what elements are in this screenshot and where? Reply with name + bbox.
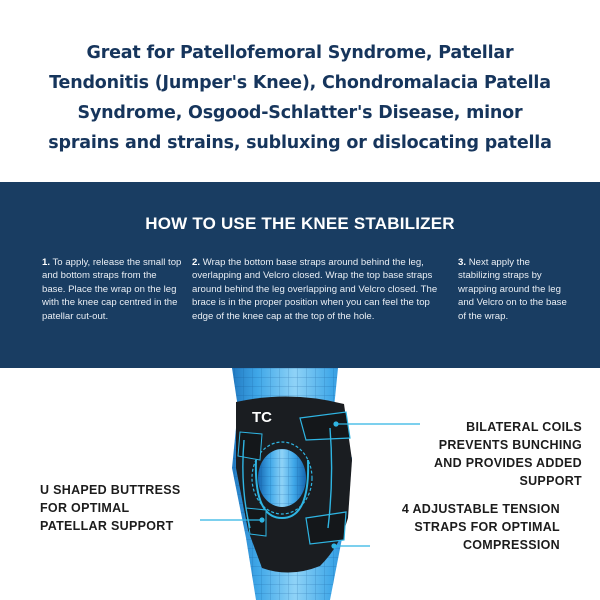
headline xyxy=(20,38,580,158)
product-illustration xyxy=(0,368,600,600)
instructions-title: HOW TO USE THE KNEE STABILIZER xyxy=(145,214,455,233)
step-text: Next apply the stabilizing straps by wrapping around the leg and Velcro on to the base of the wrap. xyxy=(458,257,567,322)
callout-bilateral-coils xyxy=(434,418,582,490)
headline-line-3: Syndrome, Osgood-Schlatter's Disease, minor xyxy=(77,103,523,123)
headline-line-1: Great for Patellofemoral Syndrome, Patellar xyxy=(86,43,514,63)
headline-line-2: Tendonitis (Jumper's Knee), Chondromalacia Patella xyxy=(49,73,551,93)
callout-line: PATELLAR SUPPORT xyxy=(40,519,174,533)
instructions-band xyxy=(0,182,600,368)
callout-line: PREVENTS BUNCHING xyxy=(438,438,582,452)
brand-logo: TC xyxy=(252,409,272,426)
step-text: To apply, release the small top and bottom straps from the base. Place the wrap on the leg with the knee cap centred in the patellar cut-out. xyxy=(42,257,182,322)
callout-line: U SHAPED BUTTRESS xyxy=(40,483,181,497)
callout-line: 4 ADJUSTABLE TENSION xyxy=(401,502,560,516)
step-text: Wrap the bottom base straps around behind the leg, overlapping and Velcro closed. Wrap the top base straps around behind the leg overlapping and Velcro closed. The brace is in the proper position when you can feel the top edge of the knee cap at the top of the hole. xyxy=(192,257,438,322)
step-number: 1. xyxy=(42,257,51,268)
callout-line: BILATERAL COILS xyxy=(466,420,582,434)
headline-line-4: sprains and strains, subluxing or dislocating patella xyxy=(48,133,552,153)
callout-line: STRAPS FOR OPTIMAL xyxy=(414,520,560,534)
step-number: 2. xyxy=(192,257,201,268)
instruction-step-2 xyxy=(192,256,440,323)
instruction-step-3 xyxy=(458,256,568,323)
callout-line: FOR OPTIMAL xyxy=(40,501,130,515)
callout-u-shaped-buttress xyxy=(40,481,181,535)
callout-tension-straps xyxy=(402,500,560,554)
instruction-step-1 xyxy=(42,256,182,323)
step-number: 3. xyxy=(458,257,467,268)
callout-line: SUPPORT xyxy=(519,474,582,488)
callout-line: COMPRESSION xyxy=(462,538,560,552)
callout-line: AND PROVIDES ADDED xyxy=(433,456,582,470)
